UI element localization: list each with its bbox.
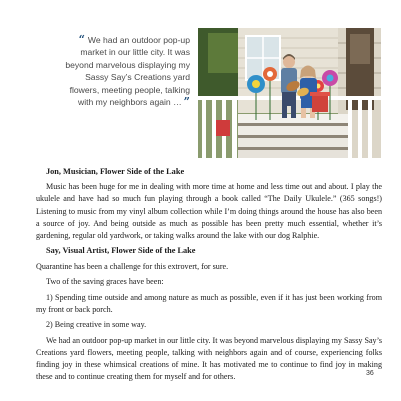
article-body bbox=[36, 166, 382, 386]
porch-photo bbox=[198, 28, 381, 158]
paragraph-say-2: Two of the saving graces have been: bbox=[46, 277, 164, 287]
close-quote-mark: ” bbox=[183, 95, 190, 109]
pull-quote bbox=[58, 34, 190, 108]
paragraph-jon: Music has been huge for me in dealing with more time at home and less time out and about. I play the ukulele and have had so much fun playing through a book called “The Daily Ukulele.” (365 songs!) Listening to music from my vinyl album collection while I’m doing things around the house has also been a source of joy. And being outside as much as possible has been pretty much essential, whether it’s gardening, regular old yardwork, or taking walks around the lake with our dog Ralphie. bbox=[36, 182, 382, 240]
section-heading-jon: Jon, Musician, Flower Side of the Lake bbox=[46, 167, 185, 176]
porch-photo-illustration bbox=[198, 28, 381, 158]
paragraph-say-1: Quarantine has been a challenge for this extrovert, for sure. bbox=[36, 261, 229, 271]
section-heading-say: Say, Visual Artist, Flower Side of the Lake bbox=[46, 246, 196, 256]
paragraph-say-5: We had an outdoor pop-up market in our little city. It was beyond marvelous displaying my Sassy Say’s Creations yard flowers, meeting people, talking with neighbors again and of course, experiencing folks finding joy in these whimsical creations of mine. It has motivated me to continue to find joy in making these and to continue creating them for myself and for others. bbox=[36, 335, 382, 381]
open-quote-mark: “ bbox=[78, 33, 85, 46]
paragraph-say-4: 2) Being creative in some way. bbox=[46, 320, 147, 330]
pull-quote-text: We had an outdoor pop-up market in our little city. It was beyond marvelous displaying my Sassy Say’s Creations yard flowers, meeting people, talking with my neighbors again … bbox=[65, 35, 190, 108]
page-number: 36 bbox=[366, 370, 374, 377]
paragraph-say-3: 1) Spending time outside and among nature as much as possible, even if it has just been working from my front or back porch. bbox=[36, 292, 382, 314]
